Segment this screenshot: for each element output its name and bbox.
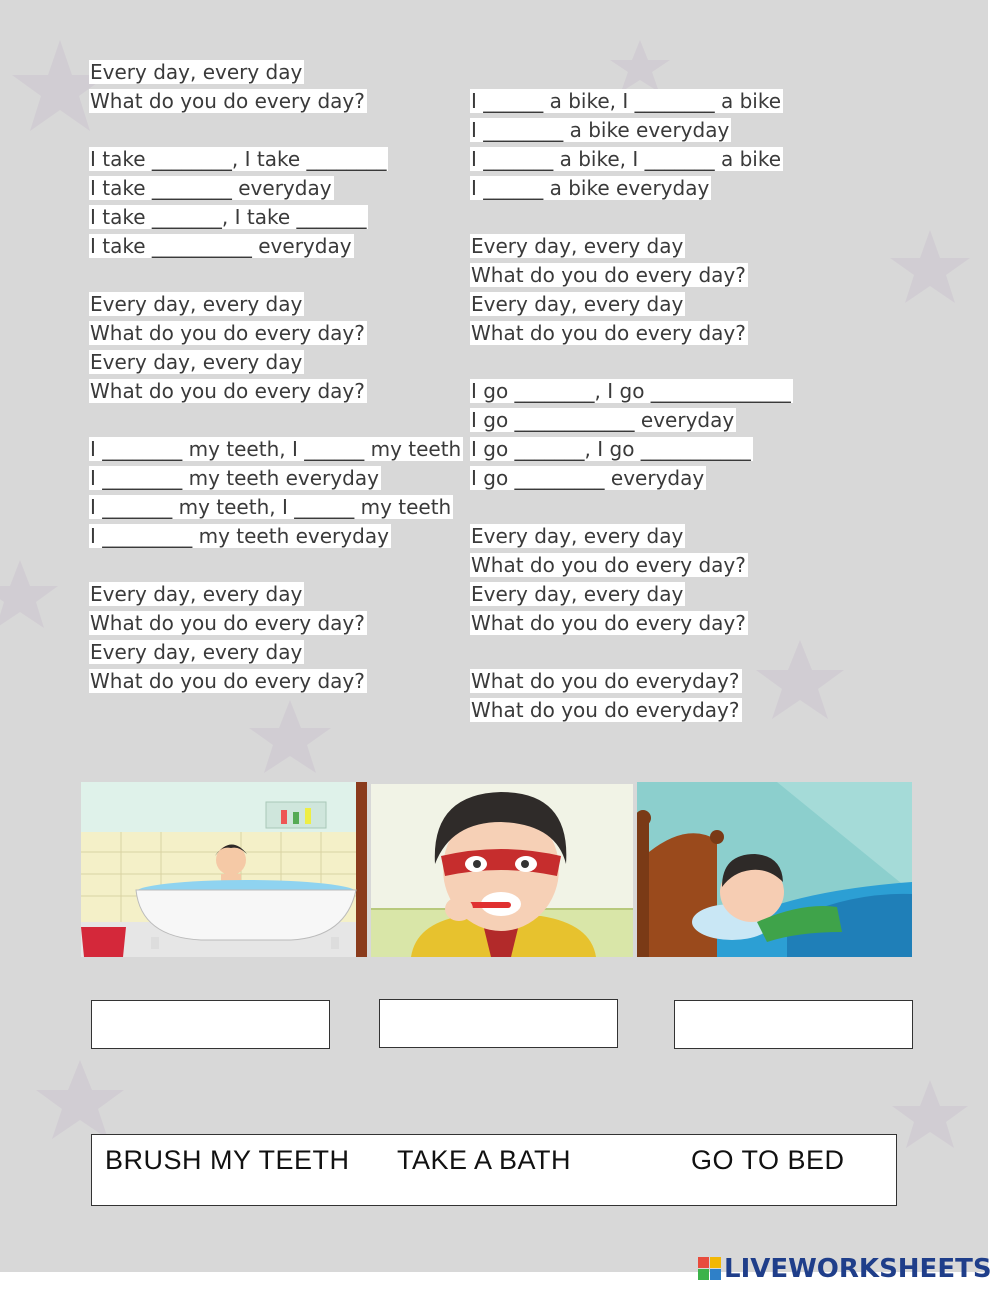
- lyric-line: [89, 58, 463, 87]
- lyric-line: [89, 145, 463, 174]
- answer-box-1[interactable]: [91, 1000, 330, 1049]
- lyric-text: Every day, every day: [90, 292, 303, 316]
- stanza-gap: [470, 348, 793, 377]
- lyric-text: What do you do every day?: [471, 263, 746, 287]
- lyric-text: I ________ my teeth, I ______ my teeth: [90, 437, 462, 461]
- lyric-text: What do you do every day?: [90, 611, 365, 635]
- lyric-line: [89, 667, 463, 696]
- lyric-text: I ________ a bike everyday: [471, 118, 730, 142]
- lyric-line: [470, 551, 793, 580]
- lyric-text: What do you do everyday?: [471, 698, 740, 722]
- lyric-line: [470, 261, 793, 290]
- lyric-text: I _________ my teeth everyday: [90, 524, 389, 548]
- lyric-line: [470, 116, 793, 145]
- brand-name: LIVEWORKSHEETS: [724, 1254, 992, 1284]
- lyric-line: [470, 435, 793, 464]
- lyric-text: I _______ a bike, I _______ a bike: [471, 147, 782, 171]
- lyric-text: What do you do everyday?: [471, 669, 740, 693]
- lyric-text: Every day, every day: [471, 582, 684, 606]
- lyric-line: [89, 435, 463, 464]
- lyric-text: What do you do every day?: [90, 321, 365, 345]
- lyric-line: [470, 145, 793, 174]
- lyric-line: [89, 609, 463, 638]
- stanza-gap: [470, 203, 793, 232]
- lyric-text: Every day, every day: [90, 582, 303, 606]
- lyric-line: [89, 638, 463, 667]
- lyric-line: [89, 232, 463, 261]
- lyric-line: [89, 580, 463, 609]
- lyric-text: Every day, every day: [90, 60, 303, 84]
- lyric-line: [470, 580, 793, 609]
- lyric-line: [89, 290, 463, 319]
- lyric-text: Every day, every day: [471, 292, 684, 316]
- lyric-line: [89, 493, 463, 522]
- lyric-line: [89, 522, 463, 551]
- stanza-gap: [89, 406, 463, 435]
- lyric-text: I take ________, I take ________: [90, 147, 387, 171]
- lyric-text: What do you do every day?: [471, 321, 746, 345]
- stanza-gap: [470, 638, 793, 667]
- lyric-text: I take ________ everyday: [90, 176, 332, 200]
- lyric-text: I _______ my teeth, I ______ my teeth: [90, 495, 452, 519]
- lyric-text: I go ________, I go ______________: [471, 379, 791, 403]
- lyric-line: [89, 87, 463, 116]
- lyric-text: Every day, every day: [471, 524, 684, 548]
- stanza-gap: [89, 551, 463, 580]
- lyric-text: I go _________ everyday: [471, 466, 705, 490]
- word-bank: [91, 1134, 897, 1206]
- lyric-line: [89, 203, 463, 232]
- lyric-text: I take __________ everyday: [90, 234, 352, 258]
- lyric-text: Every day, every day: [90, 350, 303, 374]
- lyric-line: [470, 174, 793, 203]
- stanza-gap: [470, 58, 793, 87]
- lyric-line: [470, 464, 793, 493]
- lyric-text: Every day, every day: [90, 640, 303, 664]
- lyric-text: I go _______, I go ___________: [471, 437, 751, 461]
- lyric-line: [89, 377, 463, 406]
- lyric-line: [470, 609, 793, 638]
- lyric-text: What do you do every day?: [90, 669, 365, 693]
- lyric-text: What do you do every day?: [90, 379, 365, 403]
- lyric-text: What do you do every day?: [471, 553, 746, 577]
- stanza-gap: [470, 493, 793, 522]
- lyrics-left-column: [89, 58, 463, 696]
- word-bank-item-go-to-bed[interactable]: GO TO BED: [691, 1145, 845, 1175]
- lyric-line: [89, 174, 463, 203]
- lyric-text: Every day, every day: [471, 234, 684, 258]
- lyric-text: I go ____________ everyday: [471, 408, 735, 432]
- liveworksheets-logo: [698, 1254, 992, 1284]
- lyric-line: [470, 406, 793, 435]
- stanza-gap: [89, 261, 463, 290]
- lyric-text: I ______ a bike everyday: [471, 176, 710, 200]
- answer-box-2[interactable]: [379, 999, 618, 1048]
- lyric-line: [89, 348, 463, 377]
- stanza-gap: [89, 116, 463, 145]
- lyric-line: [470, 290, 793, 319]
- brush-teeth-picture: [371, 784, 633, 957]
- go-to-bed-picture: [637, 782, 912, 957]
- lyric-line: [470, 319, 793, 348]
- lyrics-right-column: [470, 58, 793, 725]
- logo-blocks-icon: [698, 1257, 722, 1281]
- word-bank-item-take-a-bath[interactable]: TAKE A BATH: [397, 1145, 572, 1175]
- lyric-text: I take _______, I take _______: [90, 205, 367, 229]
- lyric-text: What do you do every day?: [90, 89, 365, 113]
- lyric-line: [470, 232, 793, 261]
- answer-box-3[interactable]: [674, 1000, 913, 1049]
- lyric-line: [470, 696, 793, 725]
- lyric-line: [470, 667, 793, 696]
- lyric-text: I ______ a bike, I ________ a bike: [471, 89, 782, 113]
- lyric-line: [470, 87, 793, 116]
- lyric-text: What do you do every day?: [471, 611, 746, 635]
- lyric-line: [89, 319, 463, 348]
- lyric-line: [470, 377, 793, 406]
- word-bank-item-brush-my-teeth[interactable]: BRUSH MY TEETH: [105, 1145, 350, 1175]
- bath-picture: [81, 782, 367, 957]
- lyric-line: [470, 522, 793, 551]
- lyric-text: I ________ my teeth everyday: [90, 466, 379, 490]
- lyric-line: [89, 464, 463, 493]
